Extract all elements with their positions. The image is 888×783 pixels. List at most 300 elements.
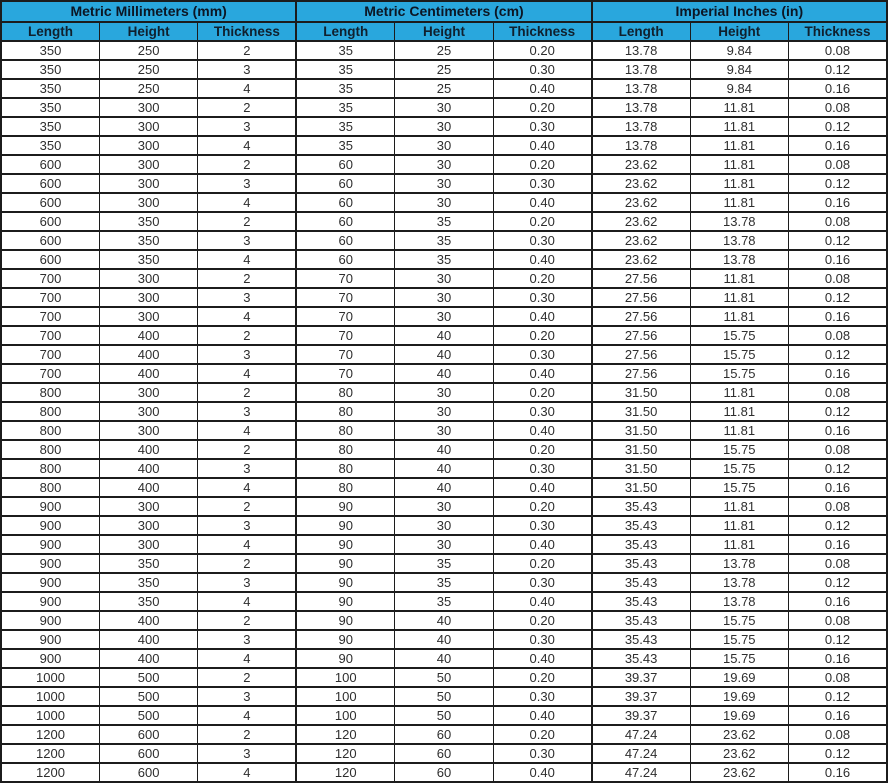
cell-in-height: 23.62 [690, 763, 788, 782]
cell-mm-height: 300 [99, 535, 197, 554]
cell-cm-height: 40 [395, 459, 493, 478]
cell-mm-thickness: 3 [198, 687, 296, 706]
cell-in-height: 9.84 [690, 41, 788, 60]
cell-mm-height: 250 [99, 60, 197, 79]
cell-mm-thickness: 4 [198, 478, 296, 497]
cell-mm-height: 600 [99, 744, 197, 763]
table-row [1, 231, 887, 250]
table-row [1, 60, 887, 79]
cell-cm-height: 40 [395, 345, 493, 364]
cell-in-length: 31.50 [592, 402, 690, 421]
cell-mm-height: 300 [99, 193, 197, 212]
cell-cm-thickness: 0.20 [493, 554, 591, 573]
cell-cm-thickness: 0.30 [493, 402, 591, 421]
cell-cm-thickness: 0.20 [493, 155, 591, 174]
table-row [1, 478, 887, 497]
cell-cm-length: 90 [296, 554, 394, 573]
cell-cm-length: 80 [296, 383, 394, 402]
cell-mm-thickness: 4 [198, 250, 296, 269]
cell-cm-height: 35 [395, 231, 493, 250]
group-title-cm: Metric Centimeters (cm) [296, 1, 591, 22]
cell-in-thickness: 0.16 [789, 250, 888, 269]
table-row [1, 326, 887, 345]
cell-mm-height: 300 [99, 497, 197, 516]
cell-mm-thickness: 2 [198, 725, 296, 744]
cell-in-length: 47.24 [592, 763, 690, 782]
cell-in-height: 11.81 [690, 383, 788, 402]
cell-mm-height: 350 [99, 592, 197, 611]
cell-in-length: 31.50 [592, 459, 690, 478]
cell-mm-length: 900 [1, 611, 99, 630]
cell-mm-height: 300 [99, 155, 197, 174]
cell-cm-height: 50 [395, 687, 493, 706]
cell-mm-height: 300 [99, 174, 197, 193]
group-title-in: Imperial Inches (in) [592, 1, 887, 22]
column-header-row [1, 22, 887, 41]
table-row [1, 41, 887, 60]
table-row [1, 497, 887, 516]
cell-in-thickness: 0.12 [789, 117, 888, 136]
cell-cm-thickness: 0.40 [493, 421, 591, 440]
cell-cm-height: 50 [395, 668, 493, 687]
cell-mm-height: 300 [99, 136, 197, 155]
cell-cm-height: 30 [395, 402, 493, 421]
cell-in-height: 11.81 [690, 516, 788, 535]
cell-cm-height: 40 [395, 630, 493, 649]
cell-in-thickness: 0.08 [789, 41, 888, 60]
cell-mm-length: 350 [1, 136, 99, 155]
cell-cm-thickness: 0.30 [493, 744, 591, 763]
cell-in-height: 19.69 [690, 668, 788, 687]
cell-mm-length: 900 [1, 592, 99, 611]
cell-cm-thickness: 0.40 [493, 79, 591, 98]
cell-mm-thickness: 4 [198, 649, 296, 668]
cell-in-length: 27.56 [592, 307, 690, 326]
header-in-height: Height [690, 22, 788, 41]
cell-cm-length: 70 [296, 307, 394, 326]
group-title-mm: Metric Millimeters (mm) [1, 1, 296, 22]
cell-mm-length: 350 [1, 60, 99, 79]
cell-in-height: 19.69 [690, 706, 788, 725]
cell-in-height: 11.81 [690, 288, 788, 307]
cell-in-thickness: 0.16 [789, 421, 888, 440]
cell-mm-height: 400 [99, 649, 197, 668]
cell-cm-thickness: 0.20 [493, 212, 591, 231]
cell-cm-height: 35 [395, 592, 493, 611]
cell-cm-length: 70 [296, 269, 394, 288]
cell-in-thickness: 0.12 [789, 687, 888, 706]
cell-cm-thickness: 0.30 [493, 60, 591, 79]
cell-cm-height: 30 [395, 421, 493, 440]
cell-cm-length: 70 [296, 326, 394, 345]
cell-mm-height: 300 [99, 288, 197, 307]
cell-cm-thickness: 0.30 [493, 459, 591, 478]
table-row [1, 516, 887, 535]
cell-mm-length: 800 [1, 383, 99, 402]
cell-mm-length: 700 [1, 364, 99, 383]
cell-in-thickness: 0.16 [789, 649, 888, 668]
cell-mm-thickness: 4 [198, 307, 296, 326]
cell-mm-height: 300 [99, 269, 197, 288]
cell-mm-thickness: 3 [198, 516, 296, 535]
cell-cm-thickness: 0.40 [493, 592, 591, 611]
cell-mm-thickness: 4 [198, 421, 296, 440]
cell-in-height: 9.84 [690, 60, 788, 79]
cell-mm-length: 600 [1, 250, 99, 269]
cell-cm-length: 90 [296, 649, 394, 668]
cell-in-length: 35.43 [592, 554, 690, 573]
cell-in-height: 11.81 [690, 307, 788, 326]
cell-mm-length: 800 [1, 478, 99, 497]
cell-mm-thickness: 3 [198, 573, 296, 592]
cell-cm-thickness: 0.40 [493, 478, 591, 497]
cell-mm-thickness: 2 [198, 497, 296, 516]
cell-mm-length: 350 [1, 98, 99, 117]
cell-cm-height: 30 [395, 535, 493, 554]
cell-in-length: 31.50 [592, 421, 690, 440]
cell-in-length: 35.43 [592, 649, 690, 668]
cell-in-thickness: 0.16 [789, 592, 888, 611]
cell-in-height: 15.75 [690, 459, 788, 478]
cell-in-length: 23.62 [592, 212, 690, 231]
cell-in-height: 13.78 [690, 592, 788, 611]
cell-cm-height: 35 [395, 554, 493, 573]
cell-in-height: 11.81 [690, 535, 788, 554]
cell-mm-height: 300 [99, 307, 197, 326]
cell-mm-thickness: 3 [198, 60, 296, 79]
cell-cm-thickness: 0.40 [493, 763, 591, 782]
cell-mm-height: 400 [99, 459, 197, 478]
cell-mm-length: 1200 [1, 763, 99, 782]
cell-mm-thickness: 4 [198, 79, 296, 98]
cell-cm-length: 90 [296, 516, 394, 535]
cell-cm-thickness: 0.20 [493, 440, 591, 459]
header-mm-height: Height [99, 22, 197, 41]
header-in-thickness: Thickness [789, 22, 888, 41]
header-in-length: Length [592, 22, 690, 41]
cell-in-height: 15.75 [690, 364, 788, 383]
cell-cm-height: 30 [395, 98, 493, 117]
cell-mm-thickness: 3 [198, 288, 296, 307]
cell-in-thickness: 0.12 [789, 459, 888, 478]
cell-mm-length: 900 [1, 554, 99, 573]
cell-in-height: 9.84 [690, 79, 788, 98]
cell-in-thickness: 0.16 [789, 535, 888, 554]
cell-cm-height: 30 [395, 269, 493, 288]
cell-cm-length: 35 [296, 98, 394, 117]
cell-in-length: 35.43 [592, 516, 690, 535]
cell-in-thickness: 0.08 [789, 98, 888, 117]
cell-in-thickness: 0.08 [789, 725, 888, 744]
cell-cm-length: 60 [296, 155, 394, 174]
cell-cm-thickness: 0.30 [493, 687, 591, 706]
cell-mm-length: 700 [1, 288, 99, 307]
cell-in-length: 23.62 [592, 231, 690, 250]
cell-in-height: 11.81 [690, 136, 788, 155]
cell-mm-height: 400 [99, 440, 197, 459]
cell-cm-thickness: 0.20 [493, 269, 591, 288]
cell-in-height: 11.81 [690, 117, 788, 136]
cell-cm-thickness: 0.30 [493, 231, 591, 250]
cell-cm-height: 40 [395, 649, 493, 668]
cell-cm-length: 80 [296, 478, 394, 497]
header-mm-length: Length [1, 22, 99, 41]
cell-in-length: 35.43 [592, 592, 690, 611]
cell-cm-thickness: 0.40 [493, 649, 591, 668]
cell-in-height: 13.78 [690, 554, 788, 573]
cell-mm-length: 1000 [1, 687, 99, 706]
cell-in-thickness: 0.08 [789, 383, 888, 402]
cell-mm-thickness: 4 [198, 364, 296, 383]
cell-in-thickness: 0.16 [789, 193, 888, 212]
cell-cm-thickness: 0.20 [493, 326, 591, 345]
table-row [1, 592, 887, 611]
table-row [1, 611, 887, 630]
cell-mm-height: 400 [99, 478, 197, 497]
cell-mm-thickness: 4 [198, 535, 296, 554]
cell-mm-thickness: 2 [198, 41, 296, 60]
cell-in-height: 15.75 [690, 478, 788, 497]
cell-mm-length: 900 [1, 630, 99, 649]
table-row [1, 706, 887, 725]
cell-in-length: 13.78 [592, 60, 690, 79]
cell-cm-thickness: 0.40 [493, 136, 591, 155]
cell-in-length: 39.37 [592, 668, 690, 687]
cell-in-thickness: 0.12 [789, 174, 888, 193]
cell-mm-thickness: 3 [198, 231, 296, 250]
table-row [1, 364, 887, 383]
header-mm-thickness: Thickness [198, 22, 296, 41]
table-row [1, 136, 887, 155]
cell-in-height: 11.81 [690, 155, 788, 174]
cell-cm-height: 35 [395, 250, 493, 269]
cell-cm-height: 40 [395, 326, 493, 345]
cell-mm-thickness: 2 [198, 611, 296, 630]
table-row [1, 440, 887, 459]
header-cm-thickness: Thickness [493, 22, 591, 41]
cell-mm-height: 400 [99, 345, 197, 364]
cell-mm-height: 300 [99, 98, 197, 117]
cell-cm-length: 90 [296, 497, 394, 516]
cell-mm-height: 500 [99, 668, 197, 687]
cell-in-thickness: 0.08 [789, 554, 888, 573]
cell-cm-thickness: 0.40 [493, 706, 591, 725]
cell-cm-length: 100 [296, 687, 394, 706]
cell-in-thickness: 0.12 [789, 630, 888, 649]
cell-mm-height: 300 [99, 383, 197, 402]
cell-mm-length: 600 [1, 193, 99, 212]
cell-mm-length: 900 [1, 649, 99, 668]
cell-mm-thickness: 4 [198, 763, 296, 782]
cell-cm-thickness: 0.20 [493, 668, 591, 687]
cell-cm-length: 35 [296, 60, 394, 79]
cell-in-height: 15.75 [690, 630, 788, 649]
cell-in-thickness: 0.12 [789, 573, 888, 592]
cell-in-height: 13.78 [690, 250, 788, 269]
cell-mm-length: 350 [1, 79, 99, 98]
cell-in-length: 35.43 [592, 535, 690, 554]
cell-cm-height: 30 [395, 193, 493, 212]
cell-in-thickness: 0.12 [789, 516, 888, 535]
cell-in-height: 11.81 [690, 497, 788, 516]
cell-in-thickness: 0.08 [789, 269, 888, 288]
cell-cm-length: 70 [296, 288, 394, 307]
table-row [1, 573, 887, 592]
cell-in-length: 35.43 [592, 573, 690, 592]
cell-cm-height: 30 [395, 155, 493, 174]
cell-mm-thickness: 3 [198, 630, 296, 649]
table-row [1, 744, 887, 763]
table-row [1, 725, 887, 744]
cell-in-length: 27.56 [592, 345, 690, 364]
cell-in-height: 15.75 [690, 649, 788, 668]
cell-cm-length: 100 [296, 706, 394, 725]
cell-mm-thickness: 2 [198, 269, 296, 288]
table-row [1, 345, 887, 364]
cell-in-thickness: 0.12 [789, 60, 888, 79]
cell-mm-height: 400 [99, 611, 197, 630]
header-cm-height: Height [395, 22, 493, 41]
table-header [1, 1, 887, 41]
cell-mm-length: 1200 [1, 725, 99, 744]
cell-in-thickness: 0.08 [789, 668, 888, 687]
cell-cm-height: 30 [395, 307, 493, 326]
cell-mm-thickness: 4 [198, 706, 296, 725]
cell-in-height: 11.81 [690, 174, 788, 193]
cell-mm-length: 800 [1, 459, 99, 478]
cell-cm-length: 35 [296, 41, 394, 60]
cell-cm-length: 90 [296, 535, 394, 554]
cell-cm-thickness: 0.30 [493, 174, 591, 193]
cell-cm-length: 70 [296, 364, 394, 383]
cell-mm-height: 300 [99, 421, 197, 440]
cell-cm-height: 60 [395, 763, 493, 782]
cell-mm-length: 900 [1, 516, 99, 535]
table-row [1, 535, 887, 554]
cell-mm-thickness: 3 [198, 174, 296, 193]
cell-cm-length: 35 [296, 117, 394, 136]
cell-in-height: 11.81 [690, 402, 788, 421]
cell-mm-height: 600 [99, 763, 197, 782]
cell-cm-height: 40 [395, 440, 493, 459]
cell-mm-length: 1000 [1, 706, 99, 725]
cell-in-length: 47.24 [592, 725, 690, 744]
cell-mm-height: 500 [99, 687, 197, 706]
cell-in-length: 47.24 [592, 744, 690, 763]
cell-cm-length: 60 [296, 231, 394, 250]
cell-mm-height: 400 [99, 326, 197, 345]
cell-in-height: 23.62 [690, 744, 788, 763]
cell-cm-length: 70 [296, 345, 394, 364]
cell-in-length: 31.50 [592, 383, 690, 402]
cell-mm-thickness: 2 [198, 155, 296, 174]
cell-mm-length: 900 [1, 535, 99, 554]
cell-in-thickness: 0.08 [789, 497, 888, 516]
cell-cm-height: 60 [395, 725, 493, 744]
cell-cm-height: 25 [395, 79, 493, 98]
cell-mm-thickness: 2 [198, 212, 296, 231]
cell-in-thickness: 0.12 [789, 231, 888, 250]
cell-in-length: 31.50 [592, 478, 690, 497]
cell-in-thickness: 0.08 [789, 155, 888, 174]
cell-mm-length: 700 [1, 326, 99, 345]
cell-cm-height: 40 [395, 611, 493, 630]
cell-mm-height: 250 [99, 79, 197, 98]
group-title-row [1, 1, 887, 22]
cell-mm-height: 350 [99, 250, 197, 269]
cell-in-height: 11.81 [690, 269, 788, 288]
cell-mm-height: 400 [99, 364, 197, 383]
cell-in-length: 39.37 [592, 706, 690, 725]
cell-mm-length: 800 [1, 421, 99, 440]
cell-cm-thickness: 0.20 [493, 611, 591, 630]
cell-in-height: 15.75 [690, 611, 788, 630]
cell-in-thickness: 0.16 [789, 763, 888, 782]
cell-cm-height: 25 [395, 41, 493, 60]
cell-in-length: 27.56 [592, 326, 690, 345]
cell-in-thickness: 0.16 [789, 79, 888, 98]
cell-mm-thickness: 2 [198, 554, 296, 573]
table-row [1, 79, 887, 98]
cell-mm-thickness: 3 [198, 117, 296, 136]
cell-cm-thickness: 0.30 [493, 630, 591, 649]
cell-in-length: 27.56 [592, 364, 690, 383]
cell-in-thickness: 0.16 [789, 136, 888, 155]
cell-in-height: 15.75 [690, 326, 788, 345]
cell-mm-height: 350 [99, 573, 197, 592]
table-row [1, 649, 887, 668]
cell-cm-height: 40 [395, 478, 493, 497]
cell-cm-thickness: 0.20 [493, 725, 591, 744]
cell-cm-length: 60 [296, 212, 394, 231]
table-row [1, 383, 887, 402]
table-row [1, 174, 887, 193]
cell-mm-length: 1200 [1, 744, 99, 763]
cell-in-thickness: 0.12 [789, 744, 888, 763]
table-row [1, 288, 887, 307]
cell-in-length: 13.78 [592, 117, 690, 136]
cell-cm-thickness: 0.40 [493, 307, 591, 326]
cell-cm-length: 80 [296, 402, 394, 421]
cell-cm-height: 60 [395, 744, 493, 763]
cell-in-thickness: 0.12 [789, 402, 888, 421]
cell-cm-thickness: 0.30 [493, 288, 591, 307]
cell-mm-thickness: 2 [198, 440, 296, 459]
cell-cm-length: 90 [296, 592, 394, 611]
table-row [1, 421, 887, 440]
cell-in-length: 39.37 [592, 687, 690, 706]
cell-cm-thickness: 0.30 [493, 573, 591, 592]
cell-mm-thickness: 3 [198, 345, 296, 364]
cell-in-length: 13.78 [592, 136, 690, 155]
cell-mm-length: 700 [1, 345, 99, 364]
cell-mm-length: 700 [1, 307, 99, 326]
cell-mm-height: 500 [99, 706, 197, 725]
table-row [1, 269, 887, 288]
cell-cm-height: 30 [395, 497, 493, 516]
cell-cm-height: 30 [395, 174, 493, 193]
table-row [1, 155, 887, 174]
cell-in-height: 11.81 [690, 421, 788, 440]
cell-in-thickness: 0.08 [789, 326, 888, 345]
cell-in-length: 35.43 [592, 630, 690, 649]
cell-cm-height: 35 [395, 573, 493, 592]
cell-mm-length: 800 [1, 440, 99, 459]
cell-cm-length: 90 [296, 573, 394, 592]
cell-mm-thickness: 4 [198, 193, 296, 212]
cell-in-length: 23.62 [592, 193, 690, 212]
cell-in-height: 11.81 [690, 98, 788, 117]
